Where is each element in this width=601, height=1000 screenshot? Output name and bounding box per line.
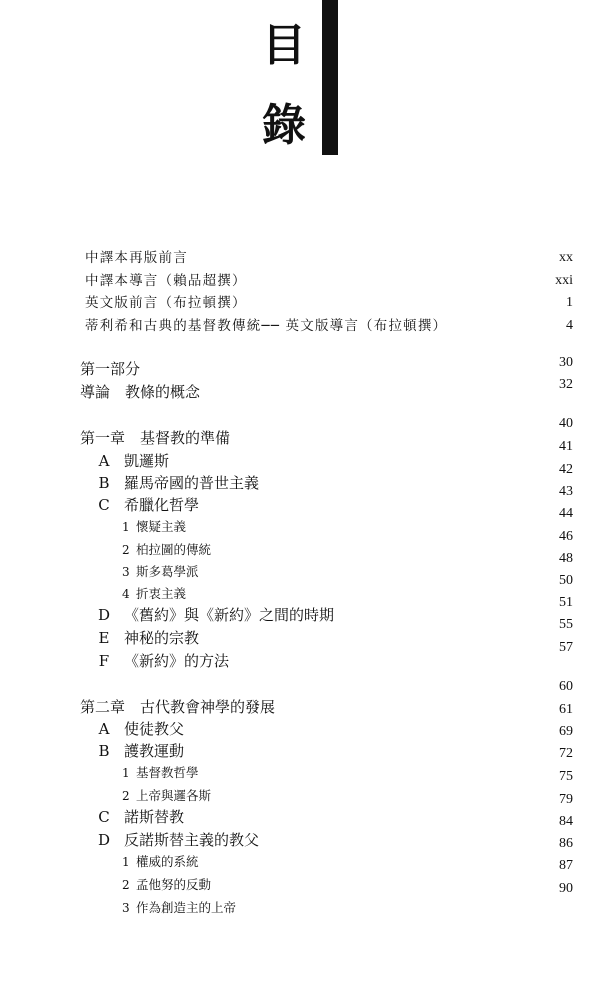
toc-section[interactable] <box>0 740 601 762</box>
toc-section-letter: A <box>98 452 110 470</box>
toc-section-text: 使徒教父 <box>124 720 185 738</box>
page-number: 87 <box>559 858 573 873</box>
title-char-mu: 目 <box>262 20 306 71</box>
toc-section-letter: C <box>98 496 110 514</box>
page-number: 42 <box>559 462 573 477</box>
toc-chapter-heading[interactable] <box>0 427 601 449</box>
page-number: 79 <box>559 792 573 807</box>
toc-subsection[interactable] <box>0 785 601 807</box>
toc-front-entry[interactable] <box>0 315 601 337</box>
toc-chapter-title: 第二章 古代教會神學的發展 <box>80 698 276 716</box>
toc-section-text: 凱邏斯 <box>124 452 170 470</box>
toc-section-letter: B <box>98 742 110 760</box>
toc-subsection[interactable] <box>0 851 601 873</box>
toc-section-letter: A <box>98 720 110 738</box>
page-number: 30 <box>559 355 573 370</box>
toc-subsection-number: 2 <box>122 789 130 803</box>
title-bar <box>322 0 338 155</box>
toc-section-letter: C <box>98 808 110 826</box>
toc-subsection-text: 斯多葛學派 <box>136 564 199 579</box>
toc-subsection-number: 2 <box>122 878 130 892</box>
toc-section[interactable] <box>0 472 601 494</box>
toc-entry-text: 英文版前言（布拉頓撰） <box>85 295 247 311</box>
toc-front-entry[interactable] <box>0 247 601 269</box>
toc-section-text: 《新約》的方法 <box>124 652 230 670</box>
toc-section-text: 反諾斯替主義的教父 <box>124 831 260 849</box>
page-number: 84 <box>559 814 573 829</box>
toc-subsection-text: 基督教哲學 <box>136 765 199 780</box>
toc-section-letter: F <box>98 652 110 670</box>
toc-subsection-number: 3 <box>122 901 130 915</box>
title-char-lu: 錄 <box>262 100 306 151</box>
toc-front-entry[interactable] <box>0 270 601 292</box>
page-number: 57 <box>559 640 573 655</box>
toc-subsection[interactable] <box>0 539 601 561</box>
page-number: 44 <box>559 506 573 521</box>
toc-subsection-text: 孟他努的反動 <box>136 877 212 892</box>
toc-section-text: 護教運動 <box>124 742 185 760</box>
page-number: 48 <box>559 551 573 566</box>
toc-section-text: 諾斯替教 <box>124 808 185 826</box>
page-number: 43 <box>559 484 573 499</box>
toc-section-letter: B <box>98 474 110 492</box>
toc-section[interactable] <box>0 806 601 828</box>
toc-section-text: 羅馬帝國的普世主義 <box>124 474 260 492</box>
page-number: 86 <box>559 836 573 851</box>
toc-subsection-number: 2 <box>122 543 130 557</box>
toc-section[interactable] <box>0 494 601 516</box>
toc-subsection[interactable] <box>0 762 601 784</box>
page-number: 55 <box>559 617 573 632</box>
toc-section-text: 希臘化哲學 <box>124 496 200 514</box>
toc-subsection-number: 1 <box>122 766 130 780</box>
toc-part-label: 第一部分 <box>80 360 141 378</box>
page-number: 61 <box>559 702 573 717</box>
toc-chapter-title: 第一章 基督教的準備 <box>80 429 231 447</box>
toc-intro-label: 導論 教條的概念 <box>80 383 201 401</box>
toc-subsection-text: 作為創造主的上帝 <box>136 900 237 915</box>
toc-section-letter: E <box>98 629 110 647</box>
toc-subsection-number: 1 <box>122 520 130 534</box>
toc-section[interactable] <box>0 718 601 740</box>
toc-part-heading[interactable] <box>0 358 601 380</box>
toc-section-text: 神秘的宗教 <box>124 629 200 647</box>
toc-subsection[interactable] <box>0 583 601 605</box>
toc-section[interactable] <box>0 450 601 472</box>
toc-subsection-number: 1 <box>122 855 130 869</box>
toc-subsection-number: 4 <box>122 587 130 601</box>
toc-subsection[interactable] <box>0 516 601 538</box>
page-number: 60 <box>559 679 573 694</box>
toc-subsection-text: 折衷主義 <box>136 586 187 601</box>
page-number: 69 <box>559 724 573 739</box>
toc-subsection-number: 3 <box>122 565 130 579</box>
toc-page-number: xx <box>559 250 573 265</box>
toc-page-number: xxi <box>555 273 573 288</box>
page-number: 72 <box>559 746 573 761</box>
toc-section[interactable] <box>0 627 601 649</box>
toc-front-entry[interactable] <box>0 292 601 314</box>
toc-chapter-heading[interactable] <box>0 696 601 718</box>
toc-subsection[interactable] <box>0 897 601 919</box>
toc-subsection-text: 懷疑主義 <box>136 519 187 534</box>
toc-subsection-text: 權威的系統 <box>136 854 199 869</box>
toc-section[interactable] <box>0 829 601 851</box>
page-number: 90 <box>559 881 573 896</box>
page-number: 41 <box>559 439 573 454</box>
toc-subsection[interactable] <box>0 874 601 896</box>
page-number: 40 <box>559 416 573 431</box>
toc-page-number: 1 <box>566 295 573 310</box>
toc-subsection-text: 柏拉圖的傳統 <box>136 542 212 557</box>
toc-section-letter: D <box>97 606 111 624</box>
page-number: 50 <box>559 573 573 588</box>
toc-subsection-text: 上帝與邏各斯 <box>136 788 212 803</box>
page-number: 32 <box>559 377 573 392</box>
toc-entry-text: 中譯本再版前言 <box>85 250 188 266</box>
toc-page-number: 4 <box>566 318 573 333</box>
toc-section[interactable] <box>0 604 601 626</box>
toc-part-intro[interactable] <box>0 381 601 403</box>
toc-entry-text: 蒂利希和古典的基督教傳統── 英文版導言（布拉頓撰） <box>85 318 448 334</box>
toc-entry-text: 中譯本導言（賴品超撰） <box>85 273 247 289</box>
toc-section-letter: D <box>97 831 111 849</box>
toc-subsection[interactable] <box>0 561 601 583</box>
page-number: 51 <box>559 595 573 610</box>
toc-section[interactable] <box>0 650 601 672</box>
toc-section-text: 《舊約》與《新約》之間的時期 <box>124 606 335 624</box>
page-number: 46 <box>559 529 573 544</box>
page-number: 75 <box>559 769 573 784</box>
